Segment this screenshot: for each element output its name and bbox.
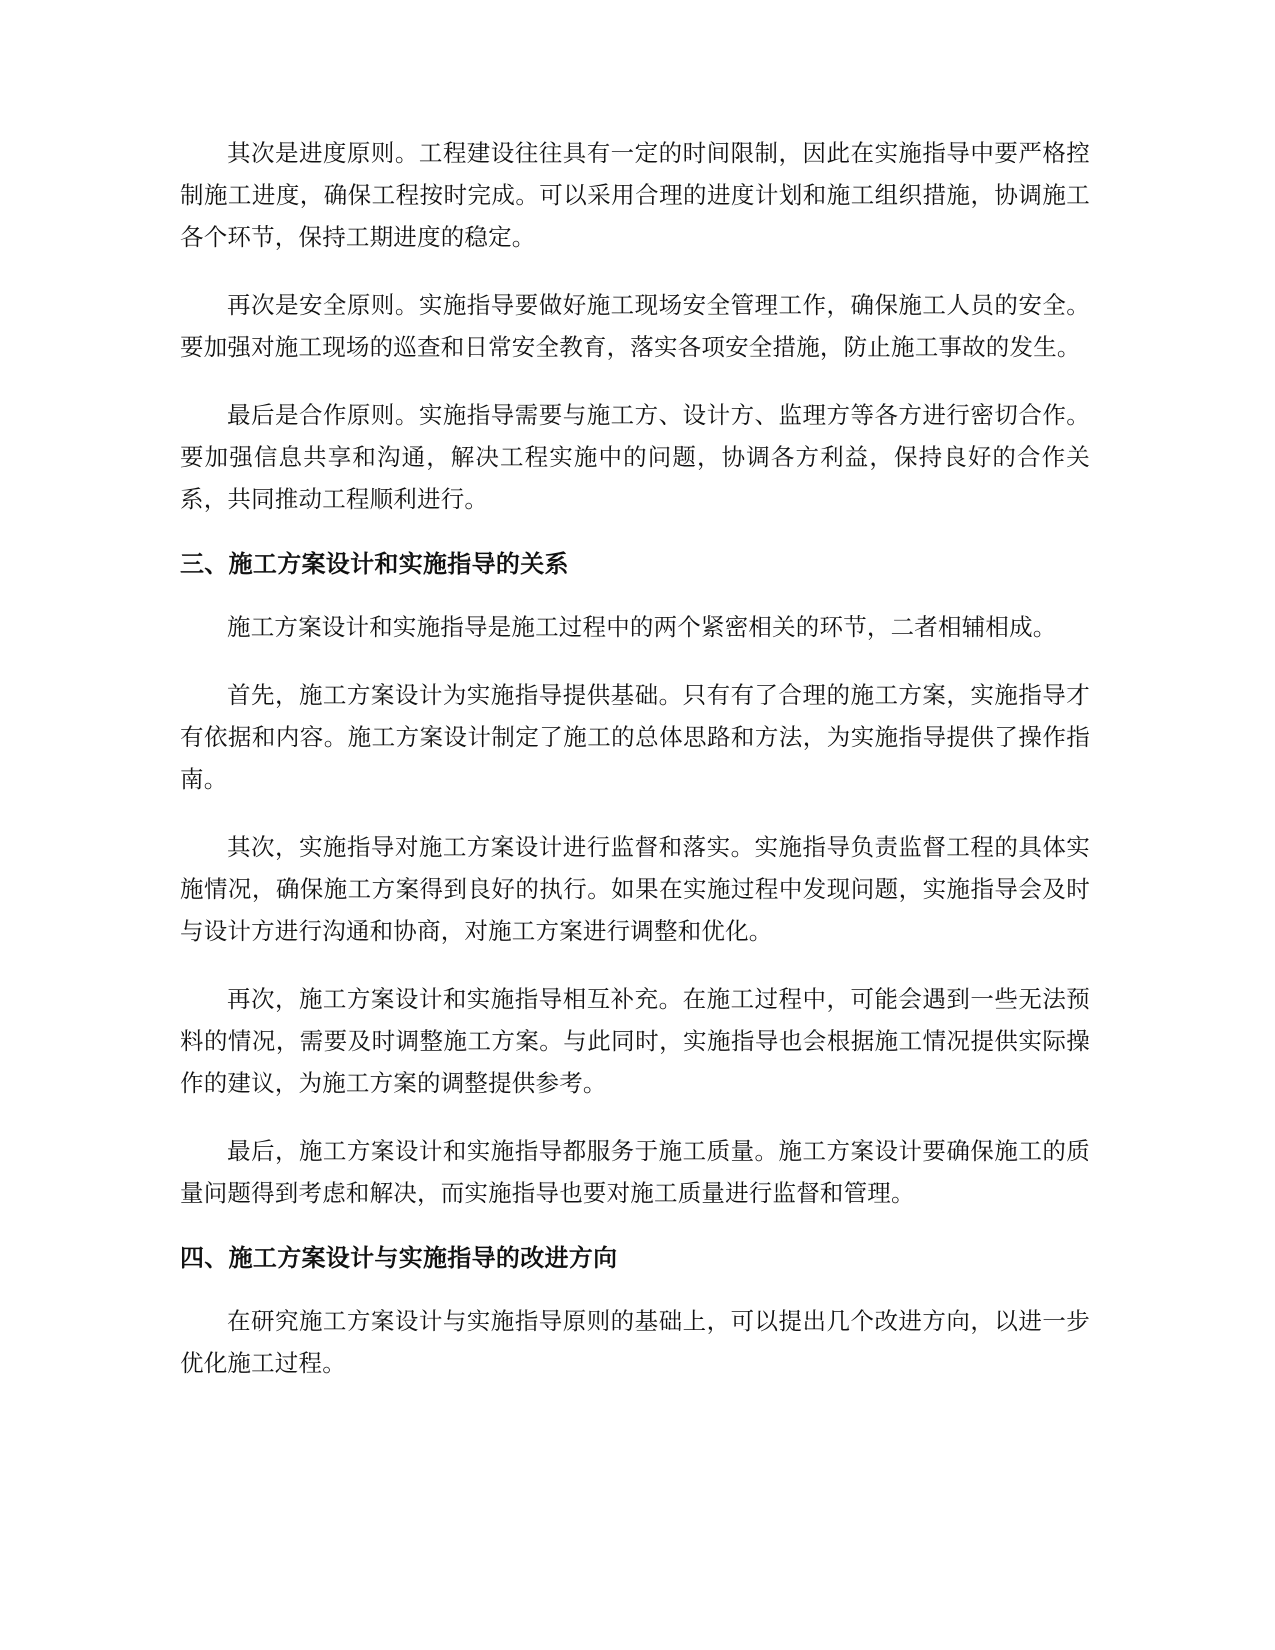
paragraph-cooperation-principle: 最后是合作原则。实施指导需要与施工方、设计方、监理方等各方进行密切合作。要加强信息共享和沟通，解决工程实施中的问题，协调各方利益，保持良好的合作关系，共同推动工程顺利进行。: [180, 401, 1090, 513]
paragraph-relation-first: 首先，施工方案设计为实施指导提供基础。只有有了合理的施工方案，实施指导才有依据和内容。施工方案设计制定了施工的总体思路和方法，为实施指导提供了操作指南。: [180, 681, 1090, 793]
document-page: [180, 132, 1090, 1410]
section-heading-4: 四、施工方案设计与实施指导的改进方向: [180, 1244, 618, 1272]
paragraph-relation-last: 最后，施工方案设计和实施指导都服务于施工质量。施工方案设计要确保施工的质量问题得到考虑和解决，而实施指导也要对施工质量进行监督和管理。: [180, 1137, 1090, 1207]
paragraph-progress-principle: 其次是进度原则。工程建设往往具有一定的时间限制，因此在实施指导中要严格控制施工进度，确保工程按时完成。可以采用合理的进度计划和施工组织措施，协调施工各个环节，保持工期进度的稳定。: [180, 139, 1090, 251]
paragraph-relation-third: 再次，施工方案设计和实施指导相互补充。在施工过程中，可能会遇到一些无法预料的情况，需要及时调整施工方案。与此同时，实施指导也会根据施工情况提供实际操作的建议，为施工方案的调整提供参考。: [180, 985, 1090, 1097]
paragraph-safety-principle: 再次是安全原则。实施指导要做好施工现场安全管理工作，确保施工人员的安全。要加强对施工现场的巡查和日常安全教育，落实各项安全措施，防止施工事故的发生。: [180, 291, 1090, 361]
paragraph-relation-second: 其次，实施指导对施工方案设计进行监督和落实。实施指导负责监督工程的具体实施情况，确保施工方案得到良好的执行。如果在实施过程中发现问题，实施指导会及时与设计方进行沟通和协商，对施工方案进行调整和优化。: [180, 833, 1090, 945]
paragraph-improvement-intro: 在研究施工方案设计与实施指导原则的基础上，可以提出几个改进方向，以进一步优化施工过程。: [180, 1307, 1090, 1377]
paragraph-relation-intro: 施工方案设计和实施指导是施工过程中的两个紧密相关的环节，二者相辅相成。: [227, 613, 1057, 641]
section-heading-3: 三、施工方案设计和实施指导的关系: [180, 550, 569, 578]
